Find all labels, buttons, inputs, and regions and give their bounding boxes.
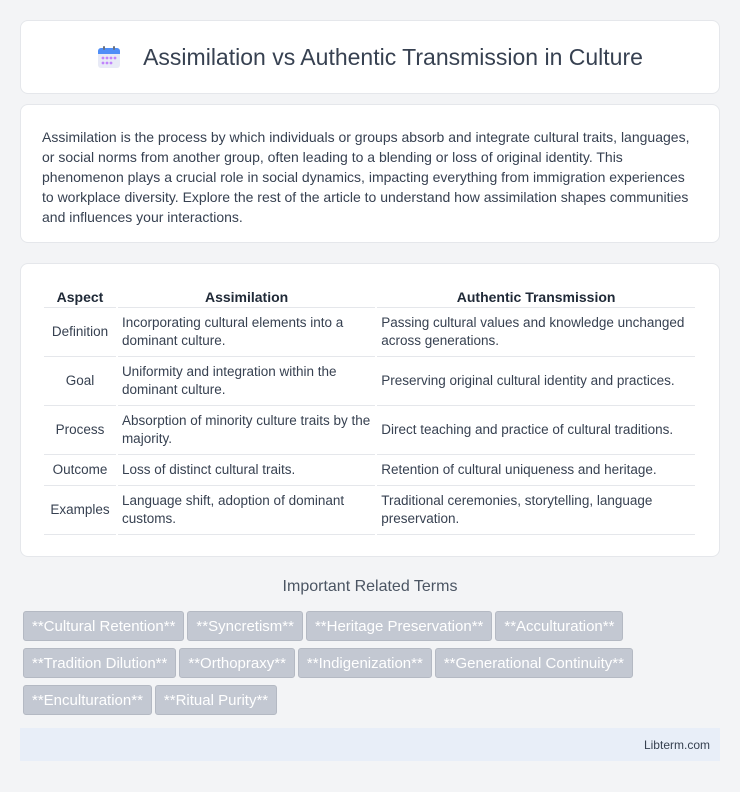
footer (20, 728, 720, 761)
row-assimilation: Absorption of minority culture traits by the majority. (118, 406, 375, 455)
related-terms-tags (23, 611, 723, 722)
row-aspect: Examples (44, 486, 116, 535)
comparison-table (42, 286, 697, 535)
tag-syncretism[interactable]: **Syncretism** (187, 611, 303, 641)
tag-indigenization[interactable]: **Indigenization** (298, 648, 432, 678)
row-aspect: Outcome (44, 455, 116, 486)
table-row (44, 357, 695, 406)
header-aspect: Aspect (44, 286, 116, 308)
row-aspect: Definition (44, 308, 116, 357)
tag-heritage-preservation[interactable]: **Heritage Preservation** (306, 611, 492, 641)
tag-ritual-purity[interactable]: **Ritual Purity** (155, 685, 277, 715)
row-authentic: Preserving original cultural identity and practices. (377, 357, 695, 406)
row-authentic: Direct teaching and practice of cultural traditions. (377, 406, 695, 455)
row-aspect: Process (44, 406, 116, 455)
row-authentic: Retention of cultural uniqueness and heritage. (377, 455, 695, 486)
tag-orthopraxy[interactable]: **Orthopraxy** (179, 648, 295, 678)
row-aspect: Goal (44, 357, 116, 406)
page-title: Assimilation vs Authentic Transmission in Culture (143, 43, 643, 70)
tag-generational-continuity[interactable]: **Generational Continuity** (435, 648, 633, 678)
related-terms-title: Important Related Terms (282, 578, 458, 595)
tag-cultural-retention[interactable]: **Cultural Retention** (23, 611, 184, 641)
row-authentic: Passing cultural values and knowledge unchanged across generations. (377, 308, 695, 357)
tag-enculturation[interactable]: **Enculturation** (23, 685, 152, 715)
tag-tradition-dilution[interactable]: **Tradition Dilution** (23, 648, 176, 678)
row-assimilation: Uniformity and integration within the dominant culture. (118, 357, 375, 406)
row-authentic: Traditional ceremonies, storytelling, language preservation. (377, 486, 695, 535)
table-row (44, 308, 695, 357)
title-wrap (97, 44, 643, 71)
table-header-row (44, 286, 695, 308)
header-card (20, 20, 720, 94)
header-authentic-transmission: Authentic Transmission (377, 286, 695, 308)
row-assimilation: Loss of distinct cultural traits. (118, 455, 375, 486)
tag-acculturation[interactable]: **Acculturation** (495, 611, 623, 641)
calendar-icon (97, 45, 121, 69)
row-assimilation: Language shift, adoption of dominant customs. (118, 486, 375, 535)
table-row (44, 455, 695, 486)
footer-site-link[interactable]: Libterm.com (643, 737, 710, 752)
comparison-table-card (20, 263, 720, 557)
intro-card (20, 104, 720, 243)
header-assimilation: Assimilation (118, 286, 375, 308)
intro-paragraph: Assimilation is the process by which individuals or groups absorb and integrate cultural traits, languages, or social norms from another group, often leading to a blending or loss of original identity. This phenomenon plays a crucial role in social dynamics, impacting everything from immigration experiences to workplace diversity. Explore the rest of the article to understand how assimilation shapes communities and influences your interactions. (42, 129, 690, 225)
row-assimilation: Incorporating cultural elements into a dominant culture. (118, 308, 375, 357)
table-row (44, 486, 695, 535)
table-row (44, 406, 695, 455)
